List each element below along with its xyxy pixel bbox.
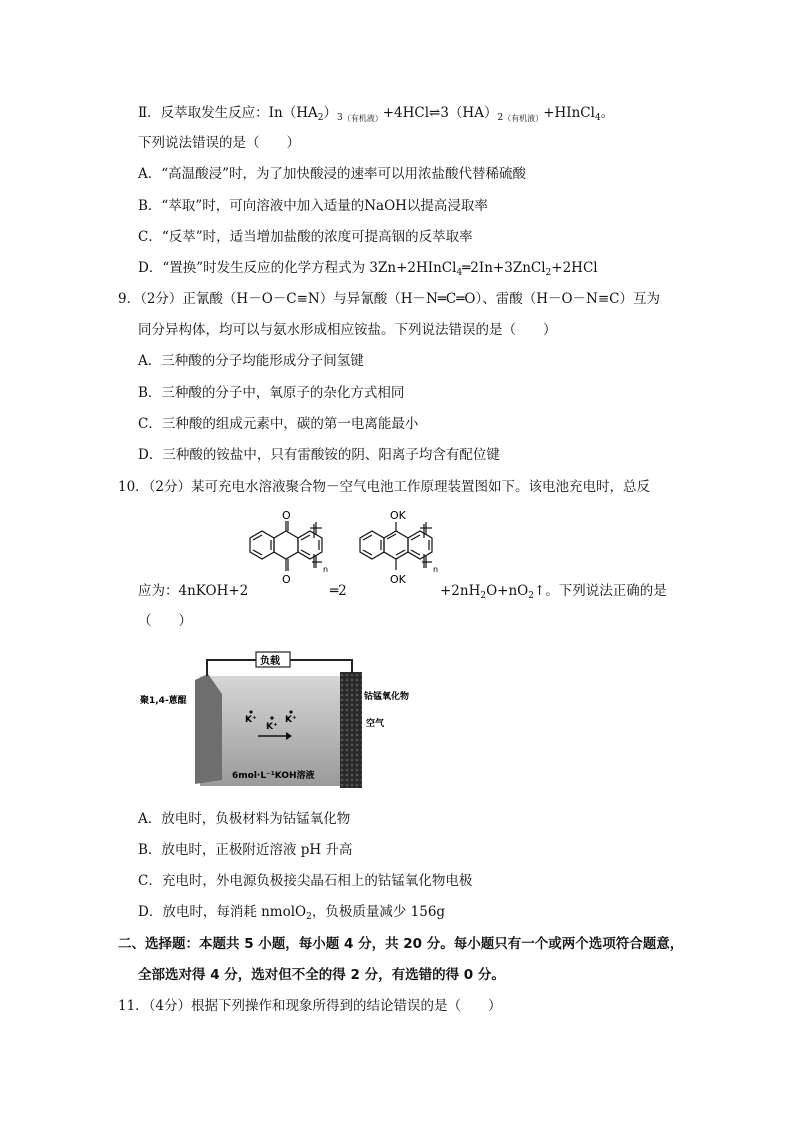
reaction-ii-prefix: Ⅱ．反萃取发生反应：In（HA	[138, 105, 318, 121]
reaction-ii-line	[138, 104, 614, 128]
q9-stem-line1: 9．（2分）正氰酸（H－O－C≡N）与异氰酸（H－N═C═O）、雷酸（H－O－N≡C）互为	[118, 291, 661, 307]
subscript: 2	[317, 113, 324, 123]
option-text: D．放电时，每消耗 nmolO	[138, 904, 307, 920]
q10-option-b: B．放电时，正极附近溶液 pH 升高	[138, 842, 353, 858]
phase-label: （有机液）	[342, 114, 383, 123]
subscript: 3	[336, 113, 343, 123]
q8-option-a: A．“高温酸浸”时，为了加快酸浸的速率可以用浓盐酸代替稀硫酸	[138, 166, 527, 182]
k-ion-label: K⁺	[245, 715, 257, 725]
subscript: 2	[545, 268, 552, 278]
q10-option-a: A．放电时，负极材料为钴锰氧化物	[138, 811, 351, 827]
q8-question: 下列说法错误的是（ ）	[138, 135, 300, 151]
subscript: 2	[497, 113, 504, 123]
q9-option-c: C．三种酸的组成元素中，碳的第一电离能最小	[138, 416, 419, 432]
phase-label: （有机液）	[503, 114, 544, 123]
q9-option-b: B．三种酸的分子中，氧原子的杂化方式相同	[138, 385, 405, 401]
k-ion-label: K⁺	[266, 722, 278, 732]
reaction-text: ）	[323, 105, 337, 121]
q10-stem-close: （ ）	[138, 613, 192, 629]
load-label: 负载	[260, 656, 280, 667]
q10-option-d	[138, 903, 445, 926]
equation-text: +2nH	[440, 583, 481, 599]
subscript: 2	[528, 591, 534, 601]
q10-equation-mid: ═2	[330, 583, 347, 599]
anthraquinone-electrode	[195, 674, 222, 784]
q8-option-b: B．“萃取”时，可向溶液中加入适量的NaOH以提高浸取率	[138, 198, 488, 214]
section2-heading-line1: 二、选择题：本题共 5 小题，每小题 4 分，共 20 分。每小题只有一个或两个选项符合题意，	[118, 936, 684, 952]
anthraquinone-polymer-structure	[238, 508, 330, 598]
repeat-n-label: n	[323, 565, 329, 574]
ok-label: OK	[390, 509, 406, 522]
section2-heading-line2: 全部选对得 4 分，选对但不全的得 2 分，有选错的得 0 分。	[138, 967, 505, 983]
oxygen-label: O	[282, 573, 291, 586]
repeat-n-label: n	[433, 565, 439, 574]
subscript: 2	[306, 912, 312, 922]
subscript: 4	[594, 113, 601, 123]
ok-label: OK	[390, 573, 406, 586]
q11-stem: 11．（4分）根据下列操作和现象所得到的结论错误的是（ ）	[118, 998, 502, 1014]
subscript: 4	[456, 268, 463, 278]
option-text: D．“置换”时发生反应的化学方程式为 3Zn+2HInCl	[138, 260, 457, 276]
reaction-text: +4HCl⇌3（HA）	[382, 105, 498, 121]
equation-text: O+nO	[486, 583, 529, 599]
q10-equation-prefix: 应为：4nKOH+2	[138, 583, 249, 599]
option-text: ，负极质量减少 156g	[311, 904, 446, 920]
right-electrode-label: 钴锰氧化物	[364, 692, 410, 702]
q10-equation-end	[440, 582, 667, 605]
equation-text: ↑。下列说法正确的是	[534, 583, 667, 599]
q9-option-d: D．三种酸的铵盐中，只有雷酸铵的阴、阳离子均含有配位键	[138, 447, 500, 463]
option-text: +2HCl	[551, 260, 598, 276]
reaction-text: +HInCl	[543, 105, 595, 121]
q8-option-c: C．“反萃”时，适当增加盐酸的浓度可提高铟的反萃取率	[138, 229, 473, 245]
q9-stem-line2: 同分异构体，均可以与氨水形成相应铵盐。下列说法错误的是（ ）	[138, 322, 557, 338]
reaction-text: 。	[600, 105, 615, 121]
q10-stem-line1: 10．（2分）某可充电水溶液聚合物－空气电池工作原理装置图如下。该电池充电时，总反	[118, 479, 651, 495]
battery-diagram	[140, 648, 430, 788]
q8-option-d	[138, 259, 598, 282]
solution-label: 6mol·L⁻¹KOH溶液	[232, 771, 315, 781]
subscript: 2	[480, 591, 487, 601]
anthracene-ok-polymer-structure	[348, 508, 442, 598]
left-electrode-label: 聚1,4-蒽醌	[140, 696, 187, 706]
k-ion-label: K⁺	[285, 715, 297, 725]
oxygen-label: O	[282, 509, 291, 522]
air-label: 空气	[366, 719, 385, 729]
option-text: ═2In+3ZnCl	[462, 260, 546, 276]
q9-option-a: A．三种酸的分子均能形成分子间氢键	[138, 353, 364, 369]
q10-option-c: C．充电时，外电源负极接尖晶石相上的钴锰氧化物电极	[138, 873, 473, 889]
cobalt-manganese-electrode	[340, 672, 362, 788]
